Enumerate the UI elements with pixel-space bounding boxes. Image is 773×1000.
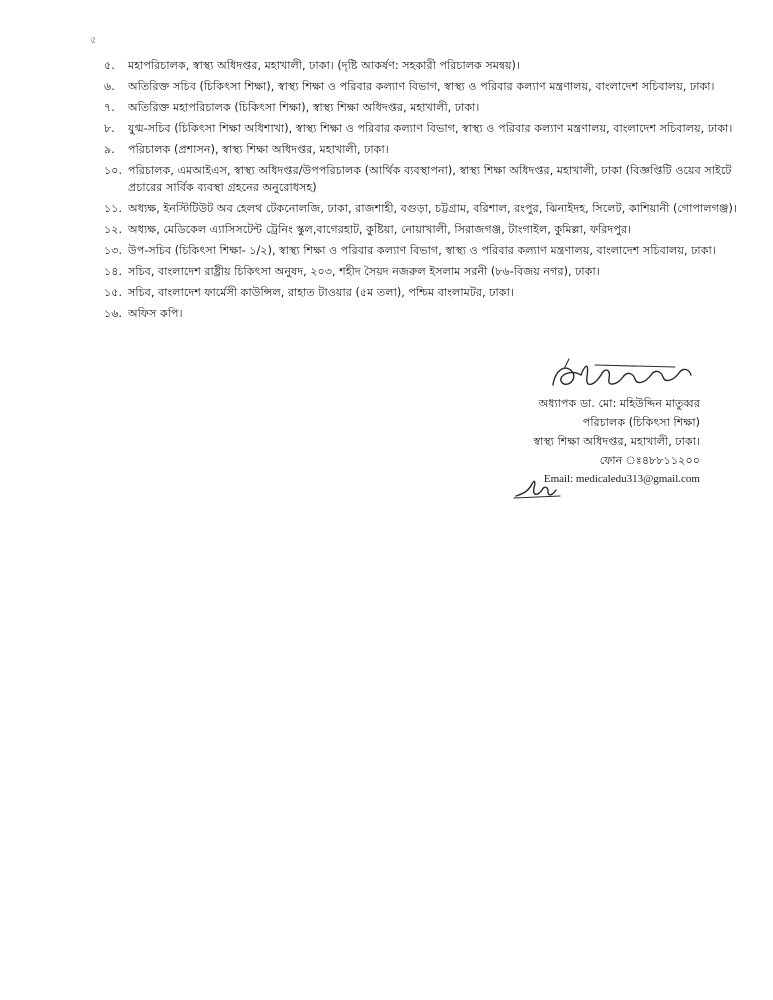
list-item <box>104 305 744 322</box>
list-item <box>104 221 744 238</box>
distribution-list <box>104 57 744 326</box>
item-number: ৮. <box>104 122 115 135</box>
item-text: অধ্যক্ষ, মেডিকেল এ্যাসিসটেন্ট ট্রেনিং স্কুল,বাগেরহাট, কুষ্টিয়া, নোয়াখালী, সিরাজগঞ্জ, টাংগাইল, কুমিল্লা, ফরিদপুর। <box>128 223 632 236</box>
item-number: ৯. <box>104 143 115 156</box>
handwritten-signature <box>525 355 705 397</box>
signatory-designation: পরিচালক (চিকিৎসা শিক্ষা) <box>582 416 700 429</box>
item-text: মহাপরিচালক, স্বাস্থ্য অধিদপ্তর, মহাখালী, ঢাকা। (দৃষ্টি আকর্ষণ: সহকারী পরিচালক সমন্বয়)। <box>128 59 520 72</box>
signatory-name: অধ্যাপক ডা. মো: মহিউদ্দিন মাতুব্বর <box>538 397 700 410</box>
list-item <box>104 242 744 259</box>
item-text: উপ-সচিব (চিকিৎসা শিক্ষা- ১/২), স্বাস্থ্য শিক্ষা ও পরিবার কল্যাণ বিভাগ, স্বাস্থ্য ও পরিবার কল্যাণ মন্ত্রণালয়, বাংলাদেশ সচিবালয়, ঢাকা। <box>128 244 716 257</box>
list-item <box>104 99 744 116</box>
item-text: সচিব, বাংলাদেশ রাষ্ট্রীয় চিকিৎসা অনুষদ, ২০৩, শহীদ সৈয়দ নজরুল ইসলাম সরনী (৮৬-বিজয় নগর), ঢাকা। <box>128 265 600 278</box>
item-number: ১৩. <box>104 244 123 257</box>
item-text: অধ্যক্ষ, ইনস্টিটিউট অব হেলথ টেকনোলজি, ঢাকা, রাজশাহী, বগুড়া, চট্টগ্রাম, বরিশাল, রংপুর, ঝিনাইদহ, সিলেট, কাশিয়ানী (গোপালগঞ্জ)। <box>128 202 737 215</box>
item-number: ৭. <box>104 101 115 114</box>
list-item <box>104 57 744 74</box>
list-item <box>104 263 744 280</box>
item-text: যুগ্ম-সচিব (চিকিৎসা শিক্ষা অধিশাখা), স্বাস্থ্য শিক্ষা ও পরিবার কল্যাণ বিভাগ, স্বাস্থ্য ও পরিবার কল্যাণ মন্ত্রণালয়, বাংলাদেশ সচিবালয়, ঢাকা। <box>128 122 733 135</box>
item-text: পরিচালক (প্রশাসন), স্বাস্থ্য শিক্ষা অধিদপ্তর, মহাখালী, ঢাকা। <box>128 143 389 156</box>
list-item <box>104 284 744 301</box>
item-number: ১৬. <box>104 307 123 320</box>
item-number: ১১. <box>104 202 123 215</box>
list-item <box>104 200 744 217</box>
item-number: ১০. <box>104 164 123 177</box>
item-text: পরিচালক, এমআইএস, স্বাস্থ্য অধিদপ্তর/উপপরিচালক (আর্থিক ব্যবস্থাপনা), স্বাস্থ্য শিক্ষা অধিদপ্তর, মহাখালী, ঢাকা (বিজ্ঞপ্তিটি ওয়েব সাইটে প্রচারের সার্বিক ব্যবস্থা গ্রহনের অনুরোধসহ) <box>128 164 732 194</box>
signatory-email: Email: medicaledu313@gmail.com <box>543 473 700 485</box>
list-item <box>104 120 744 137</box>
item-text: অফিস কপি। <box>128 307 183 320</box>
item-number: ৬. <box>104 80 115 93</box>
page-mark: ৫ <box>90 35 97 46</box>
list-item <box>104 141 744 158</box>
item-text: অতিরিক্ত সচিব (চিকিৎসা শিক্ষা), স্বাস্থ্য শিক্ষা ও পরিবার কল্যাণ বিভাগ, স্বাস্থ্য ও পরিবার কল্যাণ মন্ত্রণালয়, বাংলাদেশ সচিবালয়, ঢাকা। <box>128 80 715 93</box>
item-text: সচিব, বাংলাদেশ ফার্মেসী কাউন্সিল, রাহাত টাওয়ার (৫ম তলা), পশ্চিম বাংলামটর, ঢাকা। <box>128 286 514 299</box>
item-text: অতিরিক্ত মহাপরিচালক (চিকিৎসা শিক্ষা), স্বাস্থ্য শিক্ষা অধিদপ্তর, মহাখালী, ঢাকা। <box>128 101 480 114</box>
signatory-office: স্বাস্থ্য শিক্ষা অধিদপ্তর, মহাখালী, ঢাকা। <box>533 435 700 448</box>
item-number: ১৫. <box>104 286 123 299</box>
signatory-phone: ফোন ঃ৪৮৮১১২০০ <box>599 454 700 467</box>
item-number: ১৪. <box>104 265 123 278</box>
list-item <box>104 162 744 196</box>
list-item <box>104 78 744 95</box>
handwritten-initial <box>512 474 562 506</box>
item-number: ১২. <box>104 223 123 236</box>
item-number: ৫. <box>104 59 115 72</box>
